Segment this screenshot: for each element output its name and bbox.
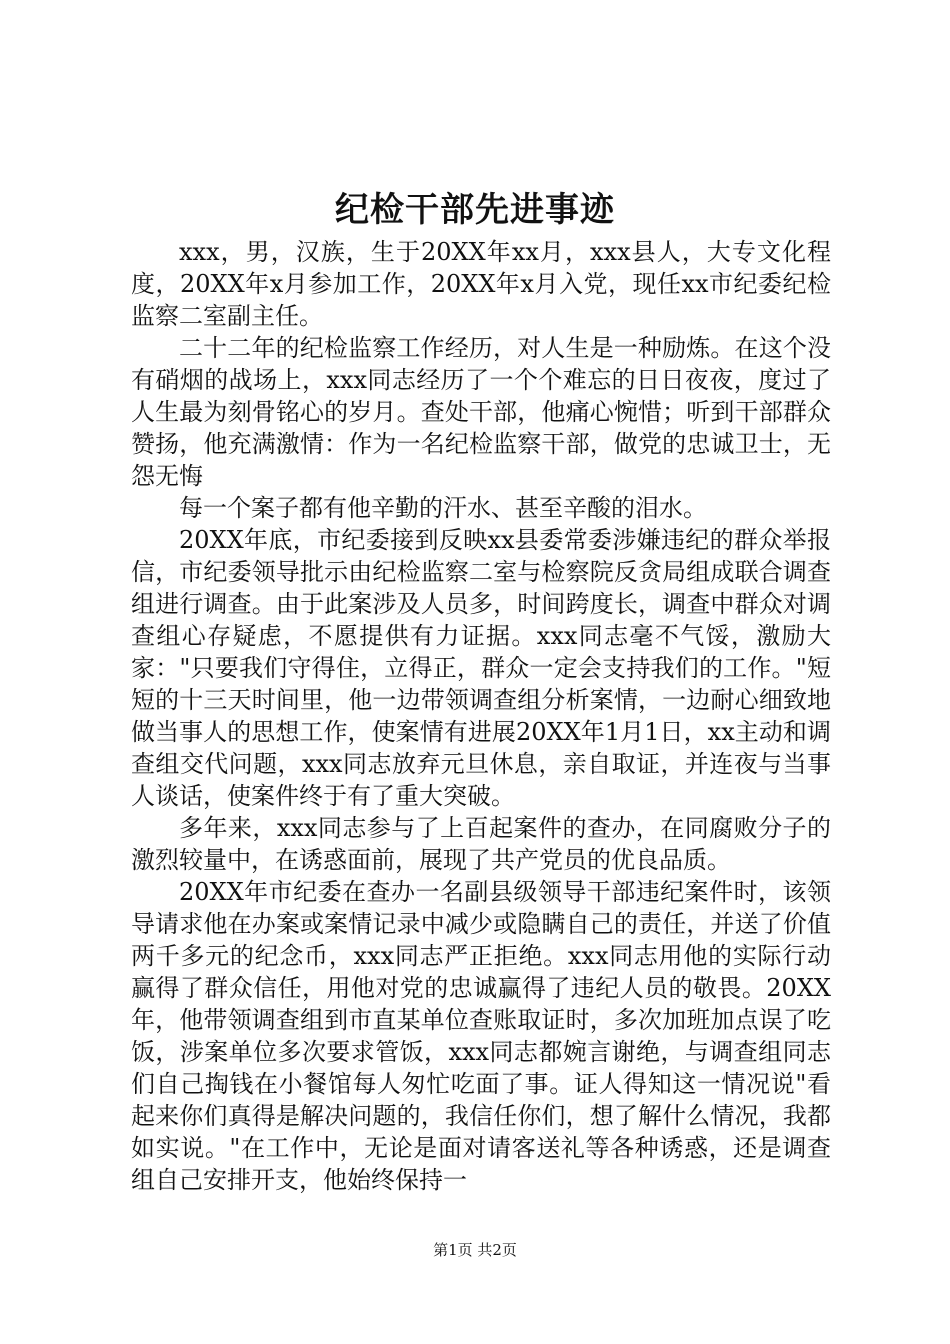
paragraph-3: 每一个案子都有他辛勤的汗水、甚至辛酸的泪水。	[179, 494, 707, 522]
document-title: 纪检干部先进事迹	[335, 190, 615, 230]
paragraph-2: 二十二年的纪检监察工作经历，对人生是一种励炼。在这个没有硝烟的战场上，xxx同志经历了一个个难忘的日日夜夜，度过了人生最为刻骨铭心的岁月。查处干部，他痛心惋惜；听到干部群众赞扬，他充满激情：作为一名纪检监察干部，做党的忠诚卫士，无怨无悔	[131, 334, 831, 490]
paragraph-5: 多年来，xxx同志参与了上百起案件的查办，在同腐败分子的激烈较量中，在诱惑面前，展现了共产党员的优良品质。	[131, 814, 831, 874]
paragraph-4: 20XX年底，市纪委接到反映xx县委常委涉嫌违纪的群众举报信，市纪委领导批示由纪检监察二室与检察院反贪局组成联合调查组进行调查。由于此案涉及人员多，时间跨度长，调查中群众对调查组心存疑虑，不愿提供有力证据。xxx同志毫不气馁，激励大家："只要我们守得住，立得正，群众一定会支持我们的工作。"短短的十三天时间里，他一边带领调查组分析案情，一边耐心细致地做当事人的思想工作，使案情有进展20XX年1月1日，xx主动和调查组交代问题，xxx同志放弃元旦休息，亲自取证，并连夜与当事人谈话，使案件终于有了重大突破。	[131, 526, 831, 810]
document-body	[131, 236, 831, 1196]
paragraph-6: 20XX年市纪委在查办一名副县级领导干部违纪案件时，该领导请求他在办案或案情记录中减少或隐瞒自己的责任，并送了价值两千多元的纪念币，xxx同志严正拒绝。xxx同志用他的实际行动赢得了群众信任，用他对党的忠诚赢得了违纪人员的敬畏。20XX年，他带领调查组到市直某单位查账取证时，多次加班加点误了吃饭，涉案单位多次要求管饭，xxx同志都婉言谢绝，与调查组同志们自己掏钱在小餐馆每人匆忙吃面了事。证人得知这一情况说"看起来你们真得是解决问题的，我信任你们，想了解什么情况，我都如实说。"在工作中，无论是面对请客送礼等各种诱惑，还是调查组自己安排开支，他始终保持一	[131, 878, 831, 1194]
paragraph-1: xxx，男，汉族，生于20XX年xx月，xxx县人，大专文化程度，20XX年x月参加工作，20XX年x月入党，现任xx市纪委纪检监察二室副主任。	[131, 238, 831, 330]
page-number-footer: 第1页 共2页	[433, 1241, 517, 1259]
